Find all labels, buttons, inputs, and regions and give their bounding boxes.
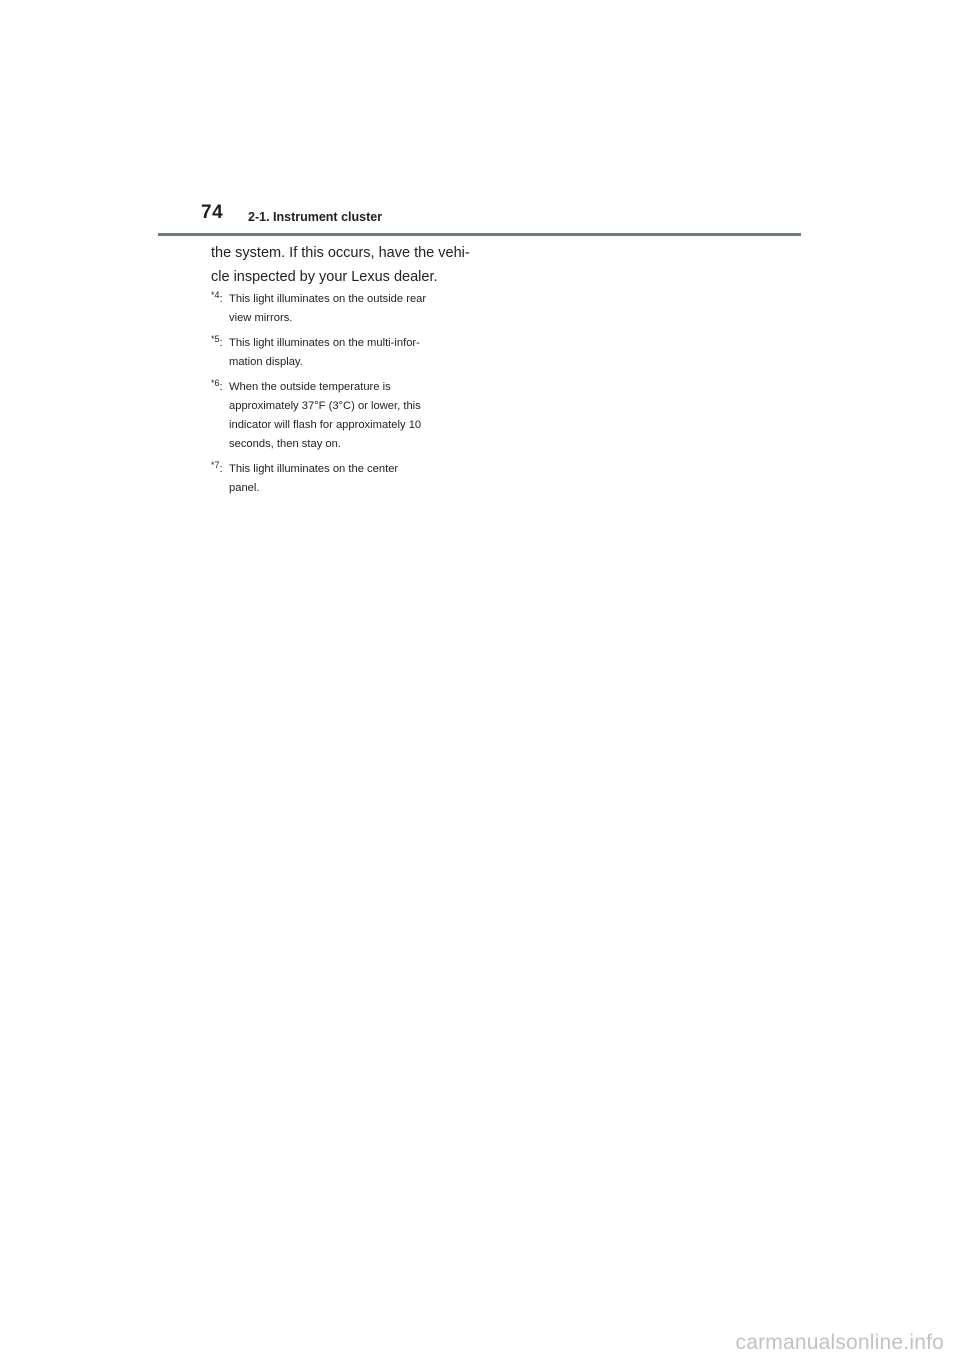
footnote-4 <box>211 290 481 328</box>
footnote-line: view mirrors. <box>229 312 293 324</box>
footnote-line: mation display. <box>229 356 303 368</box>
footnote-marker: $^{*5}$: <box>211 334 223 349</box>
page-number: 74 <box>201 202 224 223</box>
footnote-marker: $^{*4}$: <box>211 290 223 305</box>
footnote-line: seconds, then stay on. <box>229 438 341 450</box>
watermark: carmanualsonline.info <box>735 1331 944 1354</box>
header-rule <box>158 233 801 236</box>
footnote-line: panel. <box>229 482 260 494</box>
footnote-line: This light illuminates on the center <box>229 463 399 475</box>
footnote-marker: $^{*7}$: <box>211 460 223 475</box>
footnote-6 <box>211 378 481 454</box>
footnote-line: When the outside temperature is <box>229 381 391 393</box>
footnote-5 <box>211 334 481 372</box>
body-line: cle inspected by your Lexus dealer. <box>211 269 438 285</box>
footnote-7 <box>211 460 481 498</box>
section-title: 2-1. Instrument cluster <box>248 210 383 224</box>
footnote-line: This light illuminates on the outside rear <box>229 293 427 305</box>
footnote-line: This light illuminates on the multi-infor- <box>229 337 420 349</box>
body-line: the system. If this occurs, have the vehi- <box>211 245 470 261</box>
footnote-marker: $^{*6}$: <box>211 378 223 393</box>
footnote-line: approximately 37°F (3°C) or lower, this <box>229 400 421 412</box>
footnote-list <box>211 290 481 504</box>
footnote-line: indicator will flash for approximately 10 <box>229 419 422 431</box>
body-paragraph <box>211 241 473 289</box>
